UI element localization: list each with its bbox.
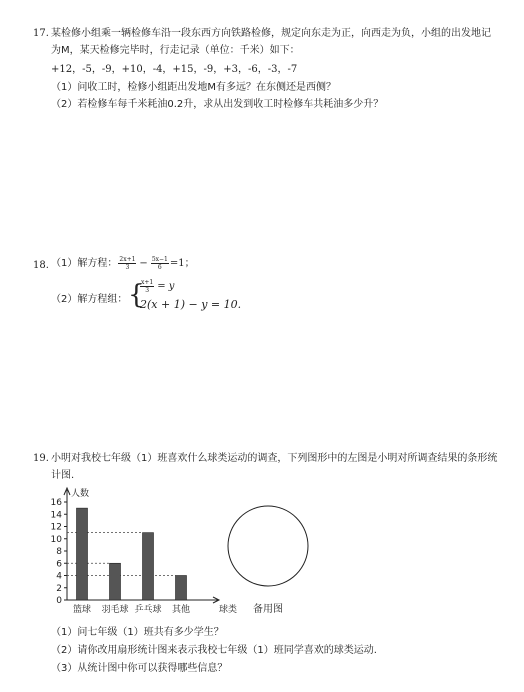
q19-sub1: （1）问七年级（1）班共有多少学生？ — [51, 627, 224, 638]
y-tick-label: 6 — [56, 559, 62, 570]
q19-bar-chart — [40, 484, 240, 619]
q17-line2: 为M，某天检修完毕时，行走记录（单位：千米）如下： — [51, 45, 300, 56]
q19-sub2: （2）请你改用扇形统计图来表示我校七年级（1）班同学喜欢的球类运动. — [51, 645, 377, 656]
bar-2 — [110, 563, 121, 600]
q17-sub2: （2）若检修车每千米耗油0.2升，求从出发到收工时检修车共耗油多少升？ — [51, 99, 384, 110]
y-tick-label: 8 — [56, 547, 62, 557]
q18-system-eq1-numerator: x+1 — [141, 279, 154, 286]
q18-sub1 — [51, 256, 195, 271]
q18-system-eq2: 2(x + 1) − y = 10. — [140, 298, 242, 311]
x-axis-label: 球类 — [218, 605, 238, 615]
x-category-label: 羽毛球 — [101, 605, 129, 615]
y-tick-label: 2 — [56, 583, 62, 594]
q18-sub1-label: （1）解方程： — [51, 258, 118, 269]
q19-line2: 计图. — [51, 470, 75, 481]
y-tick-label: 4 — [56, 571, 62, 582]
y-tick-label: 0 — [56, 596, 62, 606]
y-tick-label: 12 — [50, 522, 62, 533]
bar-3 — [143, 533, 154, 600]
q17-sub1: （1）问收工时，检修小组距出发地M有多远？在东侧还是西侧？ — [51, 82, 336, 93]
q18-fraction-1-denominator: 3 — [125, 264, 130, 271]
q19-spare-pie-circle — [226, 504, 310, 588]
q19-line1: 小明对我校七年级（1）班喜欢什么球类运动的调查，下列图形中的左图是小明对所调查结果的条形统 — [51, 453, 498, 464]
q18-fraction-2 — [151, 256, 169, 271]
y-axis-label: 人数 — [71, 489, 90, 499]
q18-system-brace: { — [128, 280, 145, 310]
q18-fraction-2-numerator: 5x−1 — [151, 256, 168, 263]
q19-sub3: （3）从统计图中你可以获得哪些信息？ — [51, 663, 228, 674]
q17-number: 17. — [33, 28, 49, 39]
q18-sub2-label: （2）解方程组： — [51, 294, 128, 305]
q18-system-eq1-denominator: 3 — [145, 287, 150, 294]
y-tick-label: 14 — [50, 510, 62, 521]
q18-system-eq1-rhs: = y — [157, 281, 175, 292]
q19-number: 19. — [33, 453, 49, 464]
y-tick-label: 10 — [50, 534, 62, 545]
q18-system-eq1 — [139, 279, 174, 294]
x-category-label: 篮球 — [72, 605, 92, 615]
q18-number: 18. — [33, 260, 49, 271]
q19-spare-label: 备用图 — [253, 604, 283, 615]
q18-system-eq1-fraction — [140, 279, 154, 294]
q18-minus-sign: − — [139, 258, 148, 269]
q18-sub1-rhs: =1； — [169, 258, 195, 269]
y-tick-label: 16 — [50, 498, 62, 508]
q18-fraction-1 — [118, 256, 136, 271]
bar-4 — [176, 576, 187, 601]
q17-records: +12，-5，-9，+10，-4，+15，-9，+3，-6，-3，-7 — [51, 64, 298, 75]
x-category-label: 其他 — [171, 605, 191, 615]
q18-fraction-1-numerator: 2x+1 — [119, 256, 136, 263]
q17-line1: 某检修小组乘一辆检修车沿一段东西方向铁路检修，规定向东走为正，向西走为负，小组的出发地记 — [51, 28, 491, 39]
bar-1 — [77, 508, 88, 600]
q18-fraction-2-denominator: 6 — [157, 264, 162, 271]
x-category-label: 乒乓球 — [134, 605, 162, 615]
